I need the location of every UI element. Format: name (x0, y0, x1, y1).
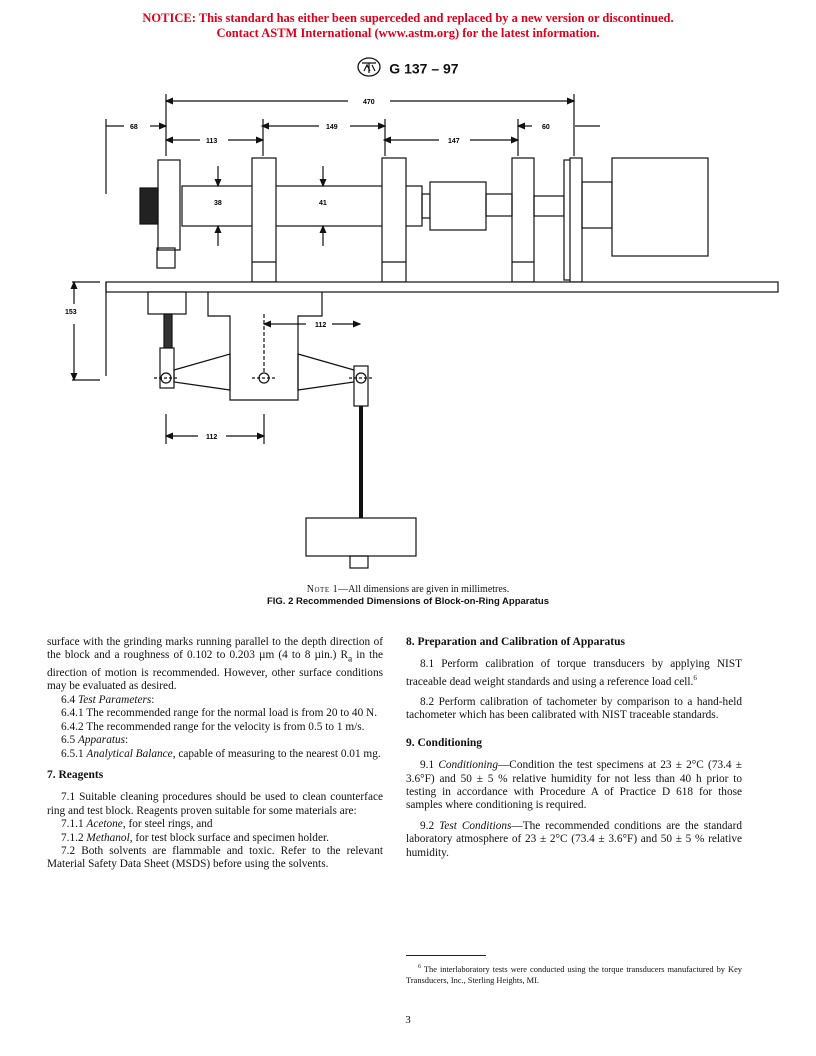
dimension-labels (65, 99, 550, 441)
section-8-1: 8.1 Perform calibration of torque transducers by applying NIST traceable dead weight standards and using a reference load cell.$^6$ (406, 658, 742, 688)
dim-149: 149 (326, 124, 338, 131)
notice-line-2: Contact ASTM International (www.astm.org) for the latest information. (216, 26, 600, 40)
dim-68: 68 (130, 124, 138, 131)
dim-112-upper: 112 (315, 322, 327, 329)
left-column (47, 636, 383, 872)
section-6-4: 6.4 Test Parameters: (61, 693, 155, 706)
footnote: $^6$ The interlaboratory tests were conducted using the torque transducers manufactured by Key Transducers, Inc., Sterling Heights, MI. (406, 964, 742, 985)
dim-153: 153 (65, 309, 77, 316)
note-label: Note 1 (306, 584, 339, 595)
paragraph-surface: surface with the grinding marks running parallel to the depth direction of the block and a roughness of 0.102 to 0.203 µm (4 to 8 µin.) $R_a$ in the direction of motion is recommended. However, other surface conditions may be evaluated as desired. (47, 636, 383, 693)
section-6-5-1: 6.5.1 Analytical Balance, capable of measuring to the nearest 0.01 mg. (61, 747, 381, 760)
notice-line-1: NOTICE: This standard has either been superceded and replaced by a new version or discontinued. (142, 11, 674, 25)
note-text: —All dimensions are given in millimetres. (338, 584, 510, 595)
astm-logo-icon (357, 57, 381, 80)
dim-41: 41 (319, 200, 327, 207)
section-6-5: 6.5 Apparatus: (61, 734, 129, 747)
dim-470: 470 (363, 99, 375, 106)
footnote-rule (406, 955, 486, 956)
document-header (0, 57, 816, 80)
section-7-1-1: 7.1.1 Acetone, for steel rings, and (61, 818, 213, 831)
dim-60: 60 (542, 124, 550, 131)
section-6-4-1: 6.4.1 The recommended range for the normal load is from 20 to 40 N. (61, 707, 378, 720)
section-7-2: 7.2 Both solvents are flammable and toxic. Refer to the relevant Material Safety Data Sheet (MSDS) before using the solvents. (47, 844, 383, 871)
section-8-2: 8.2 Perform calibration of tachometer by comparison to a hand-held tachometer which has been calibrated with NIST traceable standards. (406, 695, 742, 722)
section-7-1-2: 7.1.2 Methanol, for test block surface and specimen holder. (61, 831, 329, 844)
section-6-4-2: 6.4.2 The recommended range for the velocity is from 0.5 to 1 m/s. (61, 720, 365, 733)
section-9-1: 9.1 Conditioning—Condition the test specimens at 23 ± 2°C (73.4 ± 3.6°F) and 50 ± 5 % relative humidity for not less than 40 h prior to testing in accordance with Procedure A of Practice D 618 for those samples where conditioning is required. (406, 759, 742, 812)
dim-38: 38 (214, 200, 222, 207)
dim-113: 113 (206, 138, 218, 145)
section-7-1: 7.1 Suitable cleaning procedures should be used to clean counterface ring and test block. Reagents proven suitable for some materials are: (47, 791, 383, 817)
dim-147: 147 (448, 138, 460, 145)
standard-designation: G 137 – 97 (389, 60, 459, 77)
figure-note (0, 584, 816, 595)
notice-banner (0, 11, 816, 41)
heading-conditioning: 9. Conditioning (406, 736, 483, 749)
apparatus-figure (60, 84, 780, 584)
heading-preparation: 8. Preparation and Calibration of Apparatus (406, 636, 625, 648)
page-number: 3 (405, 1014, 411, 1026)
dim-112-lower: 112 (206, 434, 218, 441)
heading-reagents: 7. Reagents (47, 768, 104, 781)
figure-caption: FIG. 2 Recommended Dimensions of Block-on-Ring Apparatus (266, 596, 550, 607)
section-9-2: 9.2 Test Conditions—The recommended conditions are the standard laboratory atmosphere of 23 ± 2°C (73.4 ± 3.6°F) and 50 ± 5 % relative humidity. (406, 819, 742, 859)
right-column (406, 636, 742, 860)
